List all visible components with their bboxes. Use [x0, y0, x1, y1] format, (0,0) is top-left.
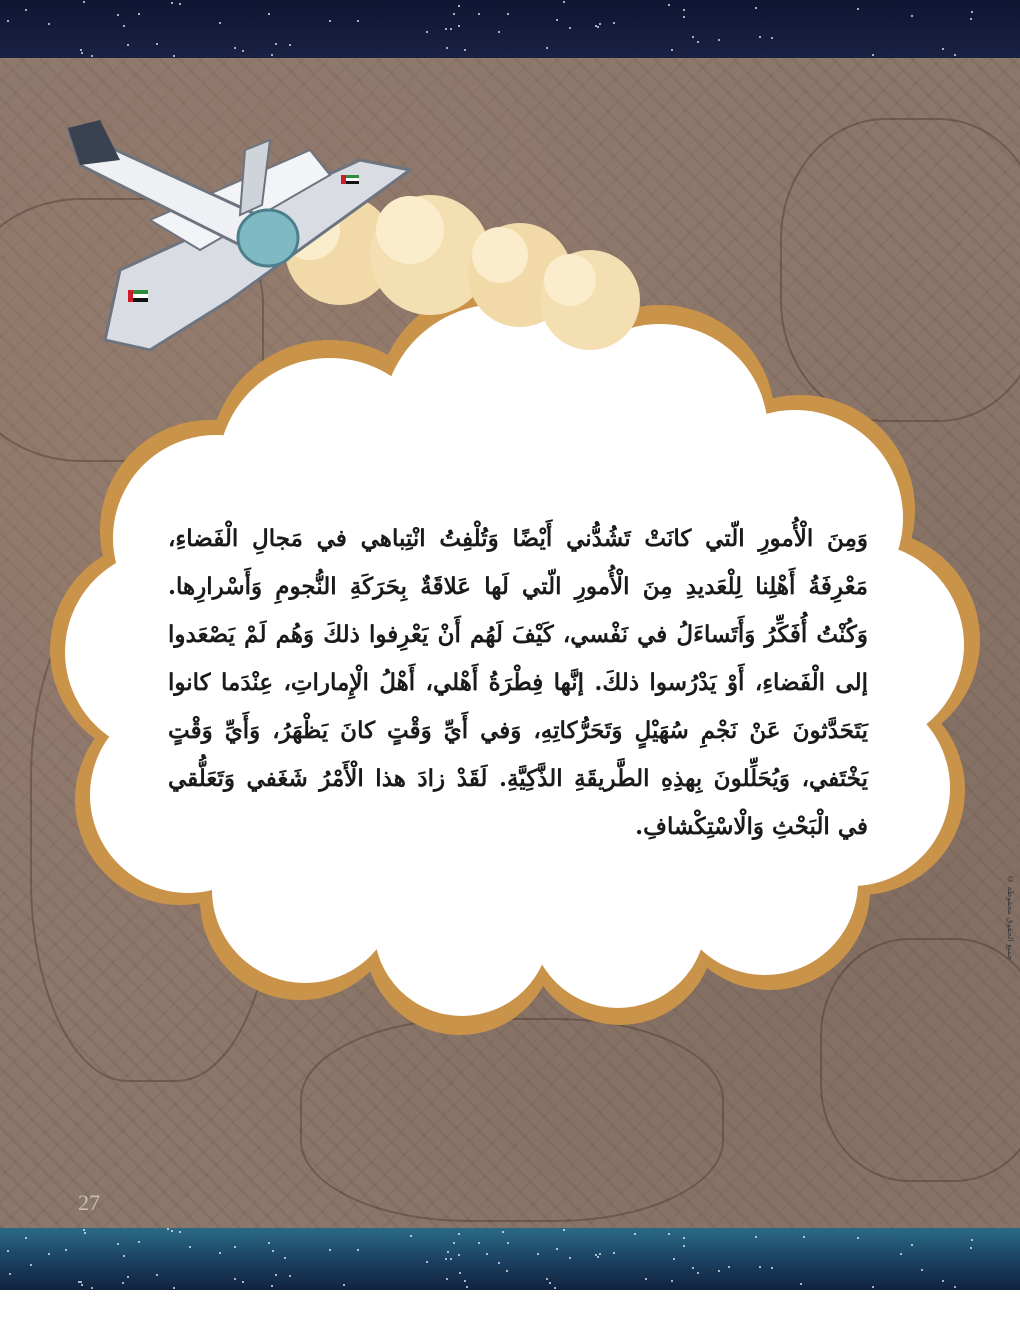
star-dot: [803, 1236, 805, 1238]
page-number: 27: [78, 1190, 100, 1215]
star-dot: [189, 1246, 191, 1248]
star-dot: [634, 1233, 636, 1235]
star-dot: [692, 1267, 694, 1269]
star-dot: [718, 1270, 720, 1272]
star-dot: [728, 1266, 730, 1268]
star-dot: [275, 1274, 277, 1276]
star-dot: [921, 1269, 923, 1271]
star-dot: [48, 1253, 50, 1255]
bottom-starry-band: [0, 1228, 1020, 1290]
star-dot: [900, 1253, 902, 1255]
star-dot: [645, 1278, 647, 1280]
uae-flag-icon: [128, 290, 148, 302]
star-dot: [447, 1251, 449, 1253]
star-dot: [179, 1231, 181, 1233]
story-paragraph: وَمِنَ الْأُمورِ الّتي كانَتْ تَشُدُّني أَيْضًا وَتُلْفِتُ انْتِباهي في مَجالِ الْفَضاءِ، مَعْرِفَةُ أَهْلِنا لِلْعَديدِ مِنَ الْأُمورِ الّتي لَها عَلاقَةٌ بِحَرَكَةِ النُّجومِ وَأَسْرارِها. وَكُنْتُ أُفَكِّرُ وَأَتَساءَلُ في نَفْسي، كَيْفَ لَهُم أَنْ يَعْرِفوا ذلكَ وَهُم لَمْ يَصْعَدوا إلى الْفَضاءِ، أَوْ يَدْرُسوا ذلكَ. إنَّها فِطْرَةُ أَهْلي، أَهْلُ الْإِماراتِ، عِنْدَما كانوا يَتَحَدَّثونَ عَنْ نَجْمِ سُهَيْلٍ وَتَحَرُّكاتِهِ، وَفي أَيِّ وَقْتٍ كانَ يَظْهَرُ، وَأَيِّ وَقْتٍ يَخْتَفي، وَيُحَلِّلونَ بِهذِهِ الطَّريقَةِ الذَّكِيَّةِ. لَقَدْ زادَ هذا الْأَمْرُ شَغَفي وَتَعَلُّقي في الْبَحْثِ وَالْاسْتِكْشافِ.: [168, 525, 868, 840]
star-dot: [697, 1272, 699, 1274]
star-dot: [173, 1287, 175, 1289]
star-dot: [755, 1236, 757, 1238]
star-dot: [138, 1241, 140, 1243]
star-dot: [549, 1282, 551, 1284]
star-dot: [156, 1274, 158, 1276]
star-dot: [450, 1258, 452, 1260]
star-dot: [84, 1232, 86, 1234]
star-dot: [445, 1258, 447, 1260]
star-dot: [599, 1253, 601, 1255]
star-dot: [83, 1229, 85, 1231]
star-dot: [597, 1256, 599, 1258]
star-dot: [954, 1286, 956, 1288]
star-dot: [284, 1257, 286, 1259]
star-dot: [9, 1273, 11, 1275]
star-dot: [507, 1242, 509, 1244]
star-dot: [759, 1266, 761, 1268]
star-dot: [857, 1237, 859, 1239]
star-dot: [91, 1287, 93, 1289]
star-dot: [668, 1233, 670, 1235]
star-dot: [357, 1249, 359, 1251]
star-dot: [486, 1253, 488, 1255]
star-dot: [234, 1278, 236, 1280]
star-dot: [466, 1286, 468, 1288]
star-dot: [343, 1284, 345, 1286]
star-dot: [234, 1246, 236, 1248]
star-dot: [25, 1237, 27, 1239]
star-dot: [272, 1250, 274, 1252]
star-dot: [7, 1250, 9, 1252]
star-dot: [502, 1231, 504, 1233]
side-credit: جميع الحقوق محفوظة ©: [1006, 874, 1015, 960]
star-dot: [613, 1252, 615, 1254]
star-dot: [271, 1285, 273, 1287]
star-dot: [219, 1252, 221, 1254]
star-dot: [65, 1249, 67, 1251]
star-dot: [171, 1230, 173, 1232]
star-dot: [872, 1286, 874, 1288]
star-dot: [771, 1267, 773, 1269]
star-dot: [117, 1243, 119, 1245]
star-dot: [556, 1248, 558, 1250]
star-dot: [673, 1258, 675, 1260]
star-dot: [167, 1228, 169, 1230]
star-dot: [410, 1235, 412, 1237]
star-dot: [122, 1282, 124, 1284]
star-dot: [563, 1229, 565, 1231]
star-dot: [453, 1242, 455, 1244]
star-dot: [537, 1253, 539, 1255]
star-dot: [30, 1264, 32, 1266]
star-dot: [80, 1281, 82, 1283]
star-dot: [123, 1255, 125, 1257]
star-dot: [970, 1247, 972, 1249]
star-dot: [498, 1262, 500, 1264]
star-dot: [971, 1239, 973, 1241]
star-dot: [446, 1278, 448, 1280]
star-dot: [942, 1280, 944, 1282]
star-dot: [569, 1257, 571, 1259]
star-dot: [683, 1245, 685, 1247]
star-dot: [911, 1244, 913, 1246]
star-dot: [426, 1261, 428, 1263]
star-dot: [506, 1270, 508, 1272]
star-dot: [458, 1254, 460, 1256]
star-dot: [671, 1280, 673, 1282]
star-dot: [458, 1233, 460, 1235]
star-dot: [546, 1278, 548, 1280]
star-dot: [127, 1276, 129, 1278]
star-dot: [459, 1272, 461, 1274]
star-dot: [329, 1249, 331, 1251]
star-dot: [800, 1283, 802, 1285]
star-dot: [268, 1242, 270, 1244]
star-dot: [81, 1284, 83, 1286]
star-dot: [464, 1280, 466, 1282]
star-dot: [289, 1275, 291, 1277]
star-dot: [554, 1287, 556, 1289]
star-dot: [242, 1281, 244, 1283]
star-dot: [478, 1242, 480, 1244]
star-dot: [683, 1237, 685, 1239]
